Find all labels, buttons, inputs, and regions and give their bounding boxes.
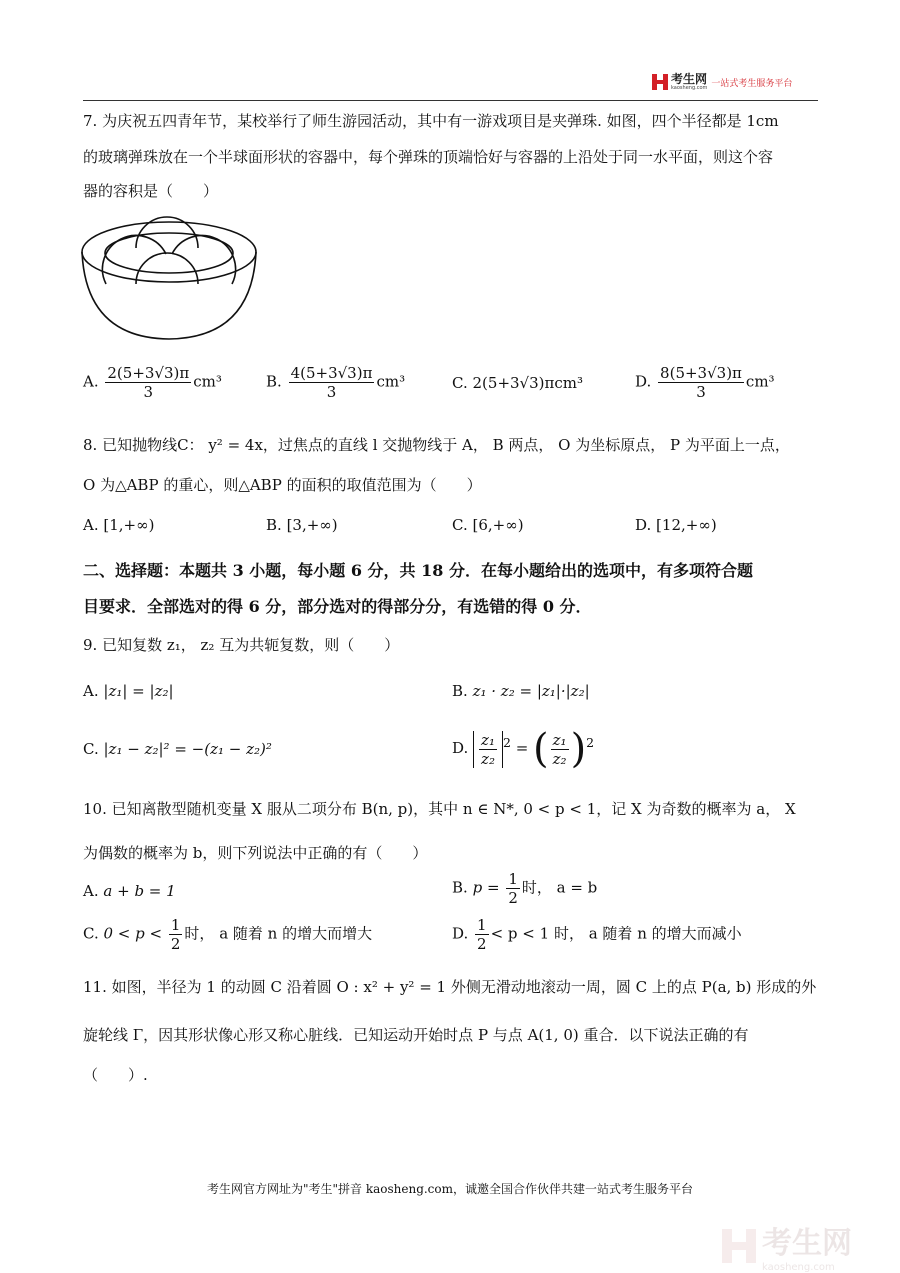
q7-option-c: C. 2(5+3√3)πcm³ <box>452 374 584 392</box>
q9-option-c: C. |z₁ − z₂|² = −(z₁ − z₂)² <box>83 740 272 758</box>
q7-line1: 7. 为庆祝五四青年节，某校举行了师生游园活动，其中有一游戏项目是夹弹珠. 如图，四个半径都是 1cm <box>83 112 779 130</box>
q11-line1: 11. 如图，半径为 1 的动圆 C 沿着圆 O : x² + y² = 1 外侧无滑动地滚动一周，圆 C 上的点 P(a, b) 形成的外 <box>83 978 817 996</box>
watermark <box>722 1218 852 1273</box>
header-slogan: 一站式考生服务平台 <box>711 78 793 89</box>
q11-line3: （ ）. <box>83 1066 148 1084</box>
q10-line1: 10. 已知离散型随机变量 X 服从二项分布 B(n, p)，其中 n ∈ N*, 0 < p < 1，记 X 为奇数的概率为 a， X <box>83 800 796 818</box>
section2-line1: 二、选择题：本题共 3 小题，每小题 6 分，共 18 分．在每小题给出的选项中，有多项符合题 <box>83 561 753 580</box>
q9-option-a: A. |z₁| = |z₂| <box>83 682 174 700</box>
q8-option-b: B. [3,+∞) <box>266 516 338 534</box>
footer-text: 考生网官方网址为"考生"拼音 kaosheng.com，诚邀全国合作伙伴共建一站式考生服务平台 <box>206 1182 694 1196</box>
logo-site: kaosheng.com <box>671 85 708 91</box>
q11-line2: 旋轮线 Γ，因其形状像心形又称心脏线．已知运动开始时点 P 与点 A(1, 0) 重合．以下说法正确的有 <box>83 1026 749 1044</box>
q7-line3: 器的容积是（ ） <box>83 182 219 200</box>
q9-option-b: B. z₁ · z₂ = |z₁|·|z₂| <box>452 682 590 700</box>
q7-option-a: A. $\frac{2(5+3√3)\pi}{3}$ cm³ <box>83 364 222 401</box>
q9-stem: 9. 已知复数 z₁， z₂ 互为共轭复数，则（ ） <box>83 636 400 654</box>
q7-option-b: B. $\frac{4(5+3√3)\pi}{3}$ cm³ <box>266 364 406 401</box>
q10-option-b: B. p = $\frac{1}{2}$ 时， a = b <box>452 870 598 907</box>
q7-option-d: D. $\frac{8(5+3√3)\pi}{3}$ cm³ <box>635 364 775 401</box>
watermark-site: kaosheng.com <box>762 1262 835 1273</box>
logo-icon <box>652 74 668 90</box>
watermark-logo-icon <box>722 1229 756 1263</box>
marble-front <box>136 253 198 284</box>
bowl-figure <box>78 212 260 342</box>
header-logo <box>652 73 792 91</box>
q8-option-d: D. [12,+∞) <box>635 516 717 534</box>
logo-name: 考生网 <box>671 72 708 86</box>
section2-line2: 目要求．全部选对的得 6 分，部分选对的得部分分，有选错的得 0 分． <box>83 597 592 616</box>
q8-option-a: A. [1,+∞) <box>83 516 155 534</box>
q7-line2: 的玻璃弹珠放在一个半球面形状的容器中，每个弹珠的顶端恰好与容器的上沿处于同一水平面，则这个容 <box>83 148 774 166</box>
q8-line1: 8. 已知抛物线C： y² = 4x，过焦点的直线 l 交抛物线于 A， B 两点， O 为坐标原点， P 为平面上一点， <box>83 436 790 454</box>
q9-option-d: D. $\frac{\text{z₁}}{\text{z₂}}$ $^2$ = ( $\frac{\text{z₁}}{\text{z₂}}$ )$^2$ <box>452 726 595 772</box>
q8-option-c: C. [6,+∞) <box>452 516 524 534</box>
q10-option-a: A. a + b = 1 <box>83 882 176 900</box>
watermark-name: 考生网 <box>762 1226 852 1261</box>
header-divider <box>83 100 818 101</box>
marble-left <box>102 235 166 284</box>
q8-line2: O 为△ABP 的重心，则△ABP 的面积的取值范围为（ ） <box>83 476 482 494</box>
q10-option-d: D. $\frac{1}{2}$ < p < 1 时， a 随着 n 的增大而减小 <box>452 916 742 953</box>
marble-right <box>172 235 236 284</box>
q10-option-c: C. 0 < p < $\frac{1}{2}$ 时， a 随着 n 的增大而增大 <box>83 916 373 953</box>
bowl-body <box>82 252 256 339</box>
q10-line2: 为偶数的概率为 b，则下列说法中正确的有（ ） <box>83 844 428 862</box>
